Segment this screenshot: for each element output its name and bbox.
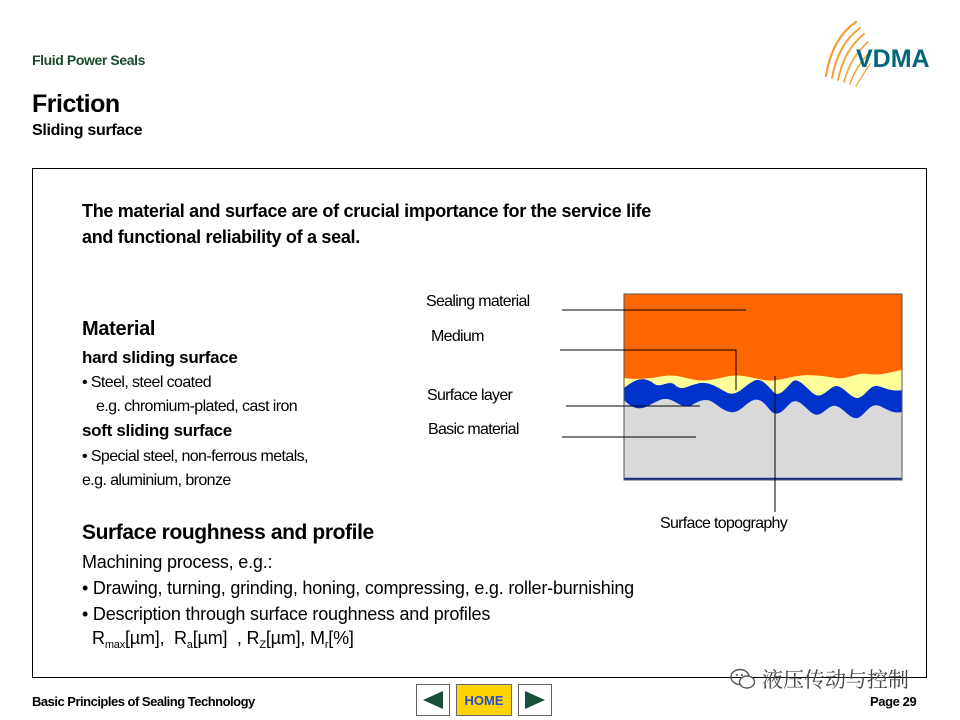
label-sealing-material: Sealing material [426, 293, 530, 310]
page-title: Friction [32, 90, 120, 118]
svg-text:VDMA: VDMA [856, 45, 930, 73]
roughness-formula: $R_{max}[\mu m]$, $R_a[\mu m]$ , $R_Z[\mu m]$, $M_r[\%]$ [92, 628, 354, 651]
prev-page-button[interactable] [416, 684, 450, 716]
wechat-icon [730, 668, 756, 690]
sealing-material-layer [624, 294, 902, 381]
label-surface-topography: Surface topography [660, 515, 788, 532]
machining-process: Machining process, e.g.: [82, 552, 273, 572]
label-medium: Medium [431, 328, 484, 345]
roughness-item-1: • Drawing, turning, grinding, honing, compressing, e.g. roller-burnishing [82, 578, 634, 598]
section-label: Fluid Power Seals [32, 52, 146, 68]
page-subtitle: Sliding surface [32, 122, 143, 139]
next-page-button[interactable] [518, 684, 552, 716]
soft-surface-item: • Special steel, non-ferrous metals, [82, 448, 308, 465]
arrow-right-icon [523, 689, 547, 711]
hard-surface-example: e.g. chromium-plated, cast iron [96, 398, 298, 415]
intro-text: The material and surface are of crucial importance for the service life and functional reliability of a seal. [82, 201, 651, 247]
footer-title: Basic Principles of Sealing Technology [32, 694, 255, 709]
arrow-left-icon [421, 689, 445, 711]
soft-surface-example: e.g. aluminium, bronze [82, 472, 231, 489]
watermark-text: 液压传动与控制 [762, 669, 909, 692]
vdma-logo [812, 18, 937, 96]
sliding-surface-diagram [560, 290, 910, 520]
material-heading: Material [82, 318, 156, 340]
home-button[interactable]: HOME [456, 684, 512, 716]
roughness-item-2: • Description through surface roughness and profiles [82, 604, 491, 624]
roughness-heading: Surface roughness and profile [82, 521, 374, 544]
label-surface-layer: Surface layer [427, 387, 513, 404]
label-basic-material: Basic material [428, 421, 519, 438]
hard-surface-item: • Steel, steel coated [82, 374, 212, 391]
hard-surface-heading: hard sliding surface [82, 348, 238, 367]
watermark [730, 664, 909, 694]
page-number: Page 29 [870, 694, 917, 709]
soft-surface-heading: soft sliding surface [82, 421, 232, 440]
